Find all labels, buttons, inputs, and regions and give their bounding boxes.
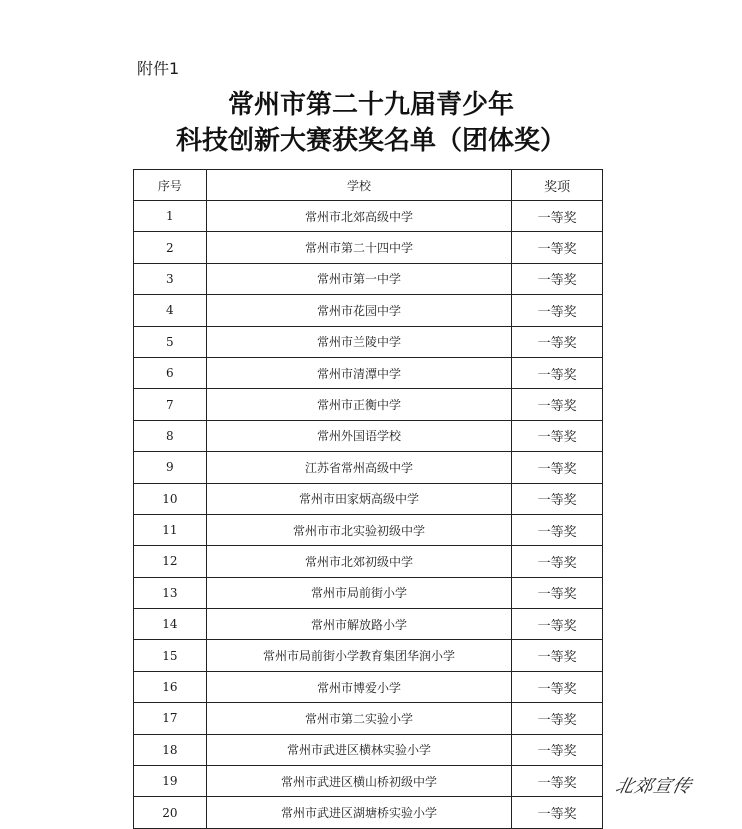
table-row bbox=[134, 326, 603, 357]
row-number: 10 bbox=[134, 483, 207, 514]
row-school: 常州市第二实验小学 bbox=[206, 703, 512, 734]
row-school: 常州市解放路小学 bbox=[206, 609, 512, 640]
row-school: 常州市正衡中学 bbox=[206, 389, 512, 420]
row-school: 常州市田家炳高级中学 bbox=[206, 483, 512, 514]
row-school: 常州市清潭中学 bbox=[206, 357, 512, 388]
table-row bbox=[134, 295, 603, 326]
row-school: 常州市武进区横山桥初级中学 bbox=[206, 766, 512, 797]
row-award: 一等奖 bbox=[512, 357, 603, 388]
header-number: 序号 bbox=[134, 170, 207, 201]
row-number: 16 bbox=[134, 671, 207, 702]
document-title-line2: 科技创新大赛获奖名单（团体奖） bbox=[175, 126, 566, 156]
row-school: 常州市兰陵中学 bbox=[206, 326, 512, 357]
row-school: 常州市局前街小学 bbox=[206, 577, 512, 608]
table-row bbox=[134, 640, 603, 671]
row-award: 一等奖 bbox=[512, 734, 603, 765]
table-row bbox=[134, 577, 603, 608]
table-row bbox=[134, 263, 603, 294]
row-award: 一等奖 bbox=[512, 797, 603, 828]
row-school: 常州市武进区湖塘桥实验小学 bbox=[206, 797, 512, 828]
watermark-text: 北郊宣传 bbox=[613, 776, 694, 797]
table-row bbox=[134, 232, 603, 263]
row-award: 一等奖 bbox=[512, 514, 603, 545]
row-school: 常州外国语学校 bbox=[206, 420, 512, 451]
row-award: 一等奖 bbox=[512, 577, 603, 608]
table-row bbox=[134, 766, 603, 797]
row-number: 1 bbox=[134, 201, 207, 232]
table-row bbox=[134, 483, 603, 514]
row-number: 12 bbox=[134, 546, 207, 577]
row-number: 2 bbox=[134, 232, 207, 263]
row-number: 4 bbox=[134, 295, 207, 326]
row-award: 一等奖 bbox=[512, 201, 603, 232]
header-school: 学校 bbox=[206, 170, 512, 201]
table-header-row bbox=[134, 170, 603, 201]
table-row bbox=[134, 514, 603, 545]
table-row bbox=[134, 389, 603, 420]
row-school: 常州市第一中学 bbox=[206, 263, 512, 294]
row-award: 一等奖 bbox=[512, 420, 603, 451]
table-row bbox=[134, 734, 603, 765]
row-number: 11 bbox=[134, 514, 207, 545]
row-number: 15 bbox=[134, 640, 207, 671]
row-number: 6 bbox=[134, 357, 207, 388]
row-number: 19 bbox=[134, 766, 207, 797]
header-award: 奖项 bbox=[512, 170, 603, 201]
row-number: 9 bbox=[134, 452, 207, 483]
table-row bbox=[134, 671, 603, 702]
row-number: 7 bbox=[134, 389, 207, 420]
awards-table bbox=[133, 169, 603, 829]
row-award: 一等奖 bbox=[512, 295, 603, 326]
row-school: 常州市局前街小学教育集团华润小学 bbox=[206, 640, 512, 671]
row-number: 8 bbox=[134, 420, 207, 451]
row-award: 一等奖 bbox=[512, 326, 603, 357]
table-row bbox=[134, 201, 603, 232]
table-row bbox=[134, 797, 603, 828]
row-award: 一等奖 bbox=[512, 703, 603, 734]
attachment-label: 附件1 bbox=[137, 59, 180, 78]
table-row bbox=[134, 703, 603, 734]
row-school: 江苏省常州高级中学 bbox=[206, 452, 512, 483]
row-school: 常州市武进区横林实验小学 bbox=[206, 734, 512, 765]
row-award: 一等奖 bbox=[512, 640, 603, 671]
row-award: 一等奖 bbox=[512, 766, 603, 797]
row-school: 常州市北郊初级中学 bbox=[206, 546, 512, 577]
row-award: 一等奖 bbox=[512, 232, 603, 263]
row-award: 一等奖 bbox=[512, 546, 603, 577]
document-title-line1: 常州市第二十九届青少年 bbox=[227, 90, 514, 120]
table-row bbox=[134, 420, 603, 451]
table-row bbox=[134, 546, 603, 577]
row-number: 14 bbox=[134, 609, 207, 640]
row-school: 常州市博爱小学 bbox=[206, 671, 512, 702]
row-number: 18 bbox=[134, 734, 207, 765]
awards-table-body bbox=[134, 201, 603, 829]
row-number: 5 bbox=[134, 326, 207, 357]
row-school: 常州市北郊高级中学 bbox=[206, 201, 512, 232]
row-award: 一等奖 bbox=[512, 263, 603, 294]
table-row bbox=[134, 609, 603, 640]
row-number: 13 bbox=[134, 577, 207, 608]
row-school: 常州市花园中学 bbox=[206, 295, 512, 326]
row-school: 常州市市北实验初级中学 bbox=[206, 514, 512, 545]
table-row bbox=[134, 357, 603, 388]
row-award: 一等奖 bbox=[512, 452, 603, 483]
row-award: 一等奖 bbox=[512, 671, 603, 702]
row-award: 一等奖 bbox=[512, 483, 603, 514]
row-number: 3 bbox=[134, 263, 207, 294]
row-award: 一等奖 bbox=[512, 609, 603, 640]
row-school: 常州市第二十四中学 bbox=[206, 232, 512, 263]
row-award: 一等奖 bbox=[512, 389, 603, 420]
row-number: 17 bbox=[134, 703, 207, 734]
row-number: 20 bbox=[134, 797, 207, 828]
table-row bbox=[134, 452, 603, 483]
